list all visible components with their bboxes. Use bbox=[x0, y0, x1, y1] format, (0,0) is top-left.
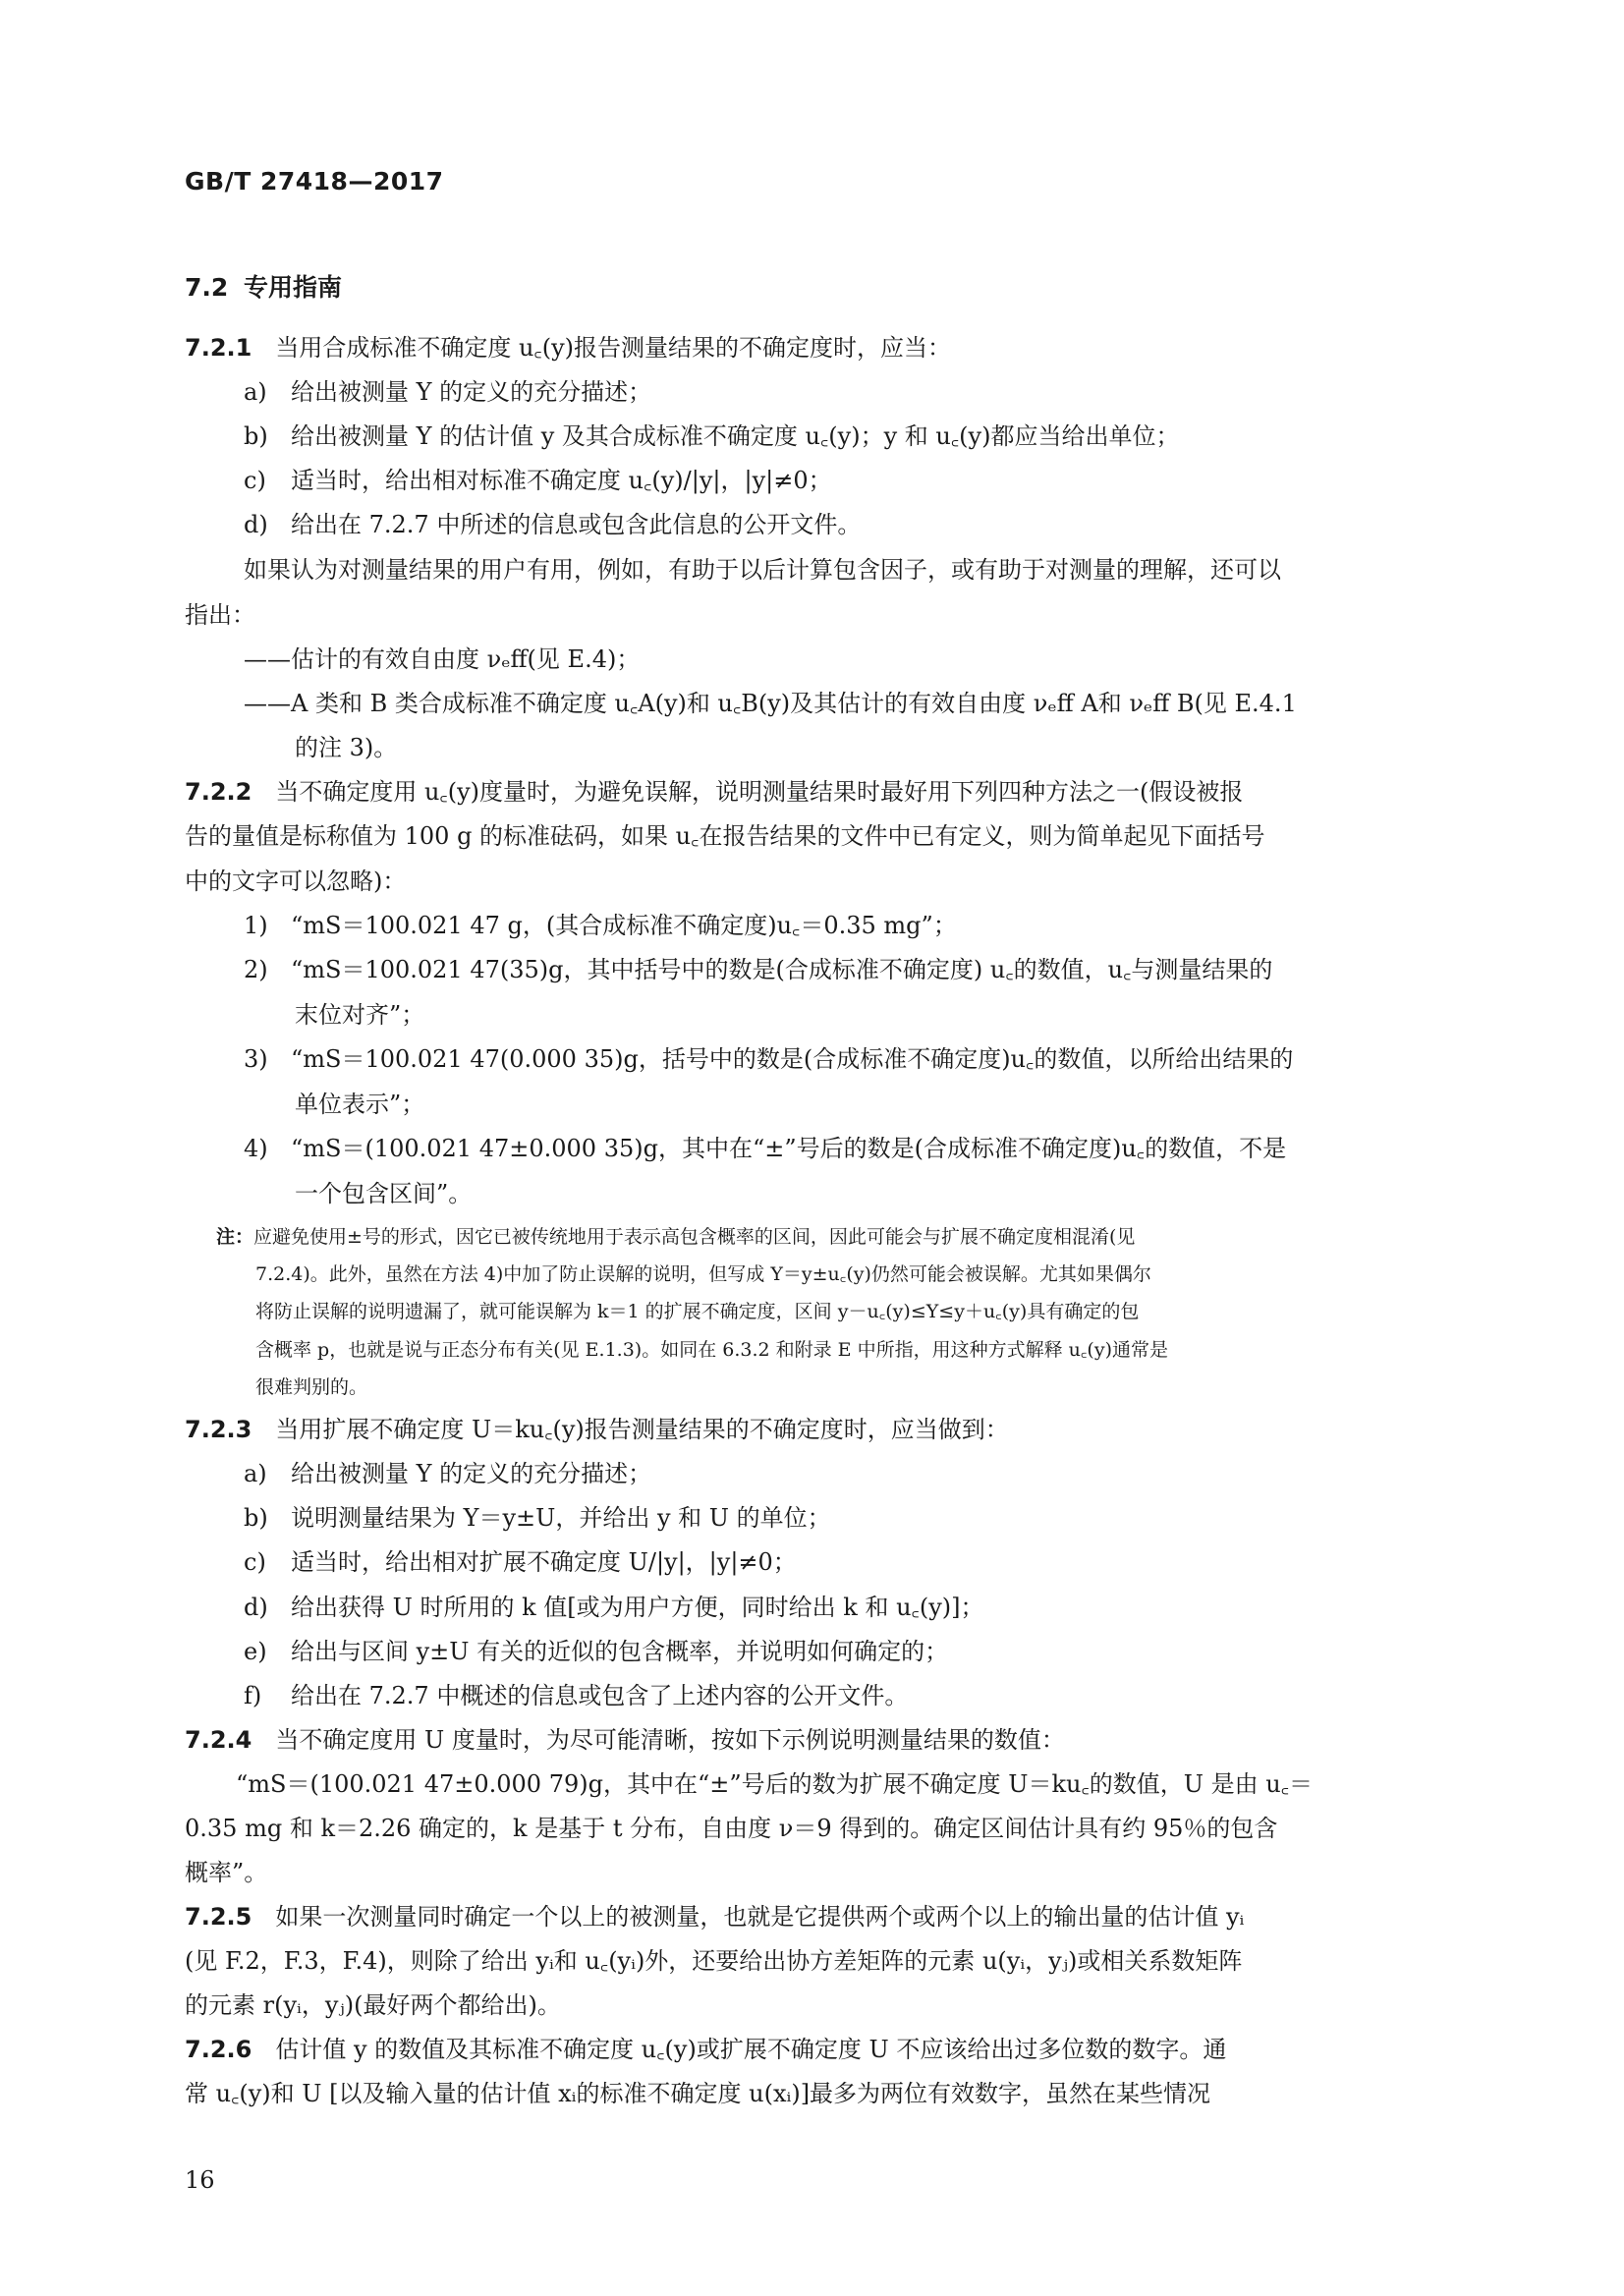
list-label: f) bbox=[244, 1682, 262, 1709]
text-line: 给出获得 U 时所用的 k 值[或为用户方便，同时给出 k 和 u꜀(y)]； bbox=[291, 1594, 984, 1621]
text-line: 当用合成标准不确定度 u꜀(y)报告测量结果的不确定度时，应当： bbox=[275, 334, 952, 362]
list-item bbox=[244, 1044, 1293, 1074]
list-item bbox=[244, 1547, 797, 1577]
list-item bbox=[244, 421, 1179, 451]
text-line: 给出被测量 Y 的定义的充分描述； bbox=[291, 378, 652, 406]
text-line: 一个包含区间”。 bbox=[295, 1180, 473, 1207]
clause-7-2-6-line bbox=[185, 2035, 1226, 2064]
text-line: 适当时，给出相对标准不确定度 u꜀(y)/|y|，|y|≠0； bbox=[291, 467, 832, 494]
text-line: 末位对齐”； bbox=[295, 1001, 425, 1029]
text-line: 给出在 7.2.7 中概述的信息或包含了上述内容的公开文件。 bbox=[291, 1682, 909, 1709]
note-line: 含概率 p，也就是说与正态分布有关(见 E.1.3)。如同在 6.3.2 和附录 E 中所指，用这种方式解释 u꜀(y)通常是 bbox=[255, 1339, 1168, 1361]
list-item bbox=[244, 1459, 651, 1488]
list-item bbox=[244, 1134, 1286, 1163]
list-label: 4) bbox=[244, 1135, 268, 1162]
text-line: (见 F.2，F.3，F.4)，则除了给出 yᵢ和 u꜀(yᵢ)外，还要给出协方差矩阵的元素 u(yᵢ，yⱼ)或相关系数矩阵 bbox=[185, 1947, 1243, 1975]
list-label: a) bbox=[244, 378, 267, 406]
text-line: 概率”。 bbox=[185, 1859, 268, 1886]
standard-code-header: GB/T 27418—2017 bbox=[185, 167, 444, 196]
list-item bbox=[244, 955, 1272, 984]
list-item bbox=[244, 911, 957, 940]
clause-number: 7.2.2 bbox=[185, 778, 252, 806]
clause-7-2-1-line bbox=[185, 333, 951, 363]
text-line: 当不确定度用 U 度量时，为尽可能清晰，按如下示例说明测量结果的数值： bbox=[275, 1726, 1065, 1754]
list-label: d) bbox=[244, 511, 268, 538]
text-line: “mS＝100.021 47 g，(其合成标准不确定度)u꜀＝0.35 mg”； bbox=[291, 912, 957, 939]
list-label: b) bbox=[244, 422, 268, 450]
dash-item: ——A 类和 B 类合成标准不确定度 u꜀A(y)和 u꜀B(y)及其估计的有效自由度 νₑff A和 νₑff B(见 E.4.1 bbox=[244, 690, 1297, 717]
clause-number: 7.2.1 bbox=[185, 334, 252, 362]
text-line: 的注 3)。 bbox=[295, 734, 398, 761]
text-line: “mS＝(100.021 47±0.000 35)g，其中在“±”号后的数是(合成标准不确定度)u꜀的数值，不是 bbox=[291, 1135, 1287, 1162]
list-label: 1) bbox=[244, 912, 268, 939]
text-line: 给出被测量 Y 的估计值 y 及其合成标准不确定度 u꜀(y)；y 和 u꜀(y)都应当给出单位； bbox=[291, 422, 1180, 450]
clause-7-2-2-line bbox=[185, 777, 1243, 807]
text-line: 应避免使用±号的形式，因它已被传统地用于表示高包含概率的区间，因此可能会与扩展不确定度相混淆(见 bbox=[253, 1226, 1136, 1248]
section-number: 7.2 bbox=[185, 273, 229, 302]
text-line: “mS＝(100.021 47±0.000 79)g，其中在“±”号后的数为扩展不确定度 U＝ku꜀的数值，U 是由 u꜀＝ bbox=[236, 1770, 1314, 1798]
list-item bbox=[244, 466, 832, 495]
text-line: 0.35 mg 和 k＝2.26 确定的，k 是基于 t 分布，自由度 ν＝9 得到的。确定区间估计具有约 95％的包含 bbox=[185, 1815, 1278, 1842]
dash-item: ——估计的有效自由度 νₑff(见 E.4)； bbox=[244, 645, 641, 673]
note-line bbox=[216, 1224, 1135, 1250]
text-line: 估计值 y 的数值及其标准不确定度 u꜀(y)或扩展不确定度 U 不应该给出过多位数的数字。通 bbox=[275, 2036, 1227, 2063]
page-number: 16 bbox=[185, 2166, 215, 2194]
list-item bbox=[244, 1593, 984, 1622]
text-line: 给出与区间 y±U 有关的近似的包含概率，并说明如何确定的； bbox=[291, 1638, 949, 1665]
note-label: 注： bbox=[216, 1226, 254, 1248]
text-line: 如果一次测量同时确定一个以上的被测量，也就是它提供两个或两个以上的输出量的估计值 yᵢ bbox=[275, 1903, 1245, 1931]
note-line: 7.2.4)。此外，虽然在方法 4)中加了防止误解的说明，但写成 Y＝y±u꜀(y)仍然可能会被误解。尤其如果偶尔 bbox=[255, 1263, 1151, 1285]
clause-number: 7.2.5 bbox=[185, 1903, 252, 1931]
clause-7-2-3-line bbox=[185, 1415, 1009, 1444]
text-line: 单位表示”； bbox=[295, 1091, 425, 1118]
list-item bbox=[244, 1637, 948, 1666]
list-label: e) bbox=[244, 1638, 267, 1665]
text-line: 给出被测量 Y 的定义的充分描述； bbox=[291, 1460, 652, 1487]
list-label: c) bbox=[244, 467, 266, 494]
section-title: 专用指南 bbox=[244, 273, 343, 302]
text-line: “mS＝100.021 47(35)g，其中括号中的数是(合成标准不确定度) u꜀的数值，u꜀与测量结果的 bbox=[291, 956, 1273, 983]
text-line: 说明测量结果为 Y＝y±U，并给出 y 和 U 的单位； bbox=[291, 1504, 831, 1532]
clause-number: 7.2.3 bbox=[185, 1416, 252, 1443]
clause-number: 7.2.4 bbox=[185, 1726, 252, 1754]
clause-number: 7.2.6 bbox=[185, 2036, 252, 2063]
clause-7-2-5-line bbox=[185, 1902, 1244, 1932]
text-line: 给出在 7.2.7 中所述的信息或包含此信息的公开文件。 bbox=[291, 511, 862, 538]
note-line: 将防止误解的说明遗漏了，就可能误解为 k＝1 的扩展不确定度，区间 y－u꜀(y)≤Y≤y＋u꜀(y)具有确定的包 bbox=[255, 1301, 1140, 1322]
list-item bbox=[244, 510, 861, 539]
note-line: 很难判别的。 bbox=[255, 1376, 368, 1398]
text-line: 当不确定度用 u꜀(y)度量时，为避免误解，说明测量结果时最好用下列四种方法之一(假设被报 bbox=[275, 778, 1244, 806]
text-line: “mS＝100.021 47(0.000 35)g，括号中的数是(合成标准不确定度)u꜀的数值，以所给出结果的 bbox=[291, 1045, 1294, 1073]
text-line: 中的文字可以忽略)： bbox=[185, 868, 407, 895]
text-line: 常 u꜀(y)和 U [以及输入量的估计值 xᵢ的标准不确定度 u(xᵢ)]最多为两位有效数字，虽然在某些情况 bbox=[185, 2080, 1211, 2107]
text-line: 如果认为对测量结果的用户有用，例如，有助于以后计算包含因子，或有助于对测量的理解，还可以 bbox=[244, 556, 1281, 584]
list-label: c) bbox=[244, 1548, 266, 1576]
list-item bbox=[244, 1503, 831, 1533]
text-line: 指出： bbox=[185, 601, 255, 629]
list-label: 3) bbox=[244, 1045, 268, 1073]
list-item bbox=[244, 377, 651, 407]
text-line: 的元素 r(yᵢ，yⱼ)(最好两个都给出)。 bbox=[185, 1991, 561, 2019]
list-item bbox=[244, 1681, 908, 1710]
section-heading bbox=[185, 268, 342, 304]
list-label: a) bbox=[244, 1460, 267, 1487]
text-line: 适当时，给出相对扩展不确定度 U/|y|，|y|≠0； bbox=[291, 1548, 797, 1576]
list-label: b) bbox=[244, 1504, 268, 1532]
text-line: 告的量值是标称值为 100 g 的标准砝码，如果 u꜀在报告结果的文件中已有定义，则为简单起见下面括号 bbox=[185, 822, 1265, 850]
text-line: 当用扩展不确定度 U＝ku꜀(y)报告测量结果的不确定度时，应当做到： bbox=[275, 1416, 1009, 1443]
list-label: 2) bbox=[244, 956, 268, 983]
list-label: d) bbox=[244, 1594, 268, 1621]
clause-7-2-4-line bbox=[185, 1725, 1065, 1755]
